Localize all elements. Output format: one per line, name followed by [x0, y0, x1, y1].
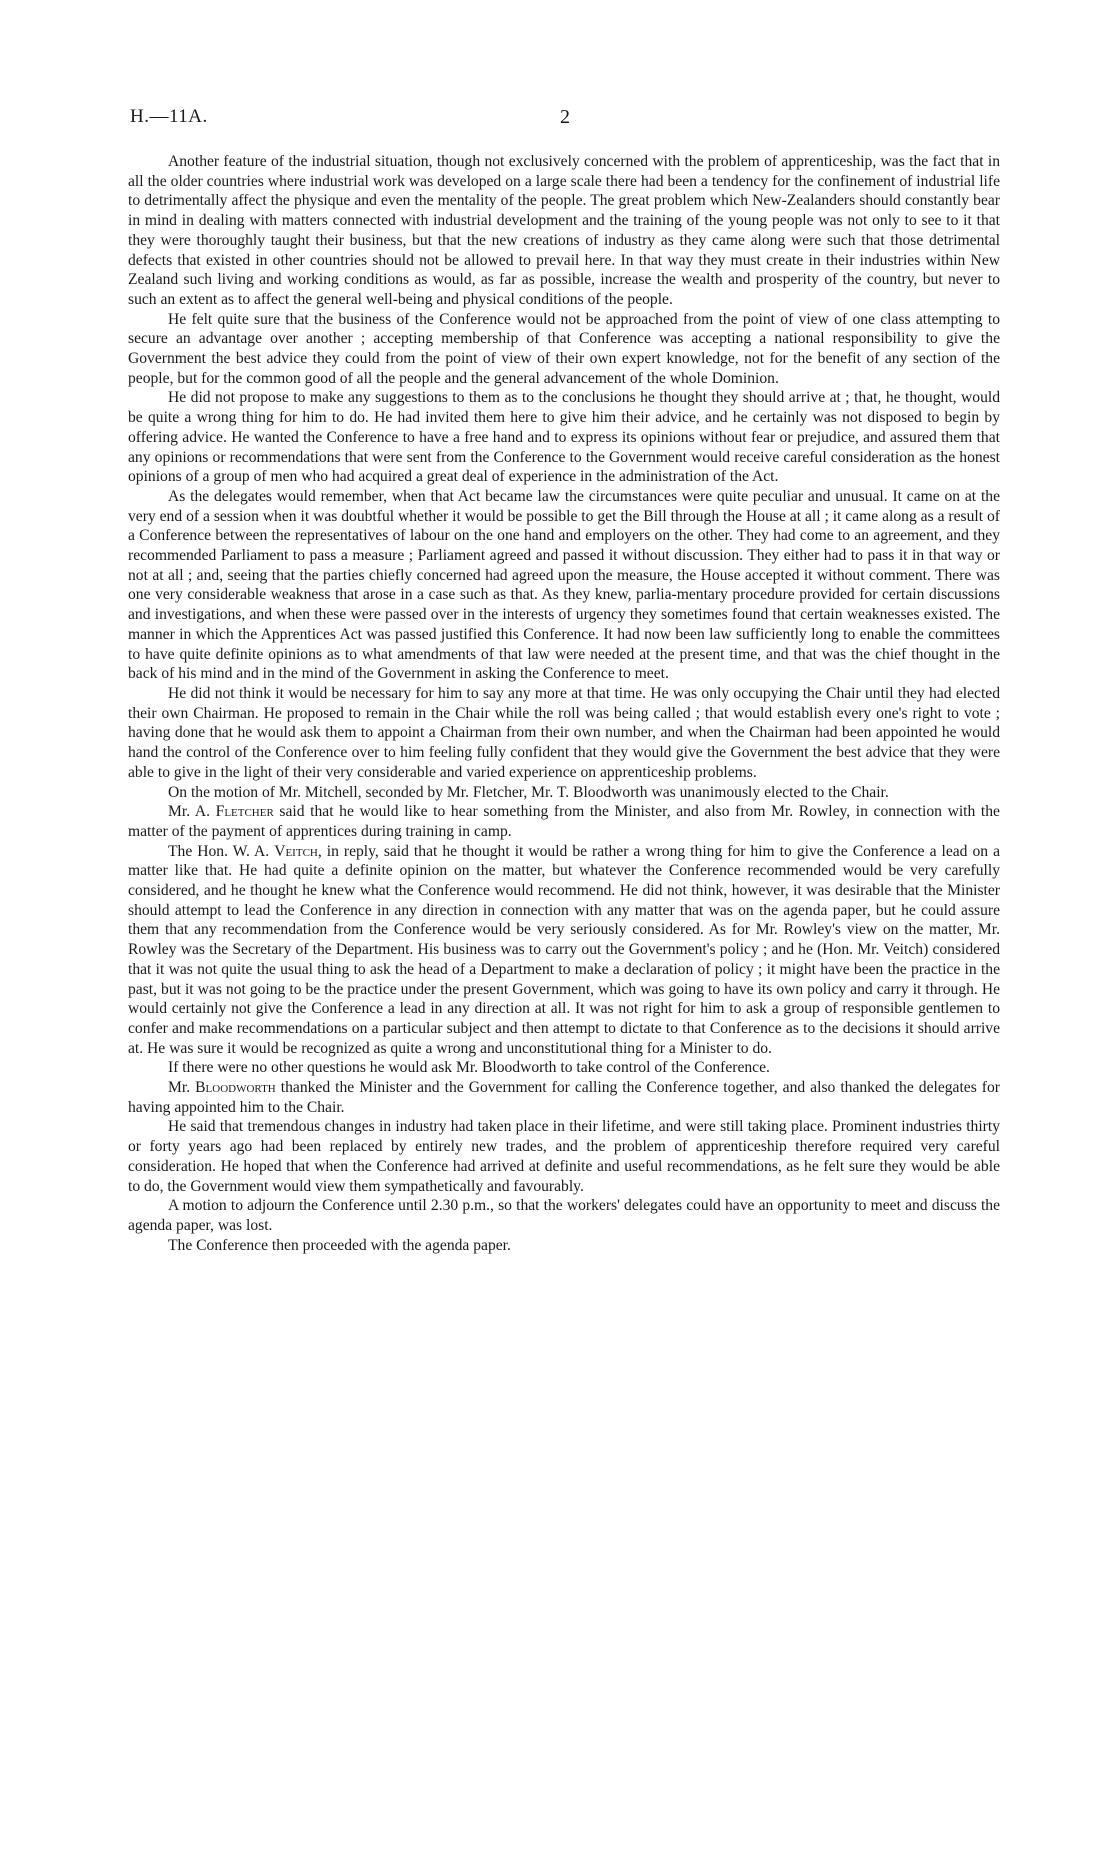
- paragraph-no-suggestions: He did not propose to make any suggestions to them as to the conclusions he thought they should arrive at ; that, he thought, would be quite a wrong thing for him to do. He had invited them here to give him their advice, and he certainly was not disposed to begin by offering advice. He wanted the Conference to have a free hand and to express its opinions without fear or prejudice, and assured them that any opinions or recommendations that were sent from the Conference to the Government would receive careful consideration as the honest opinions of a group of men who had acquired a great deal of experience in the administration of the Act.: [128, 389, 1000, 486]
- paragraph-industrial-situation: Another feature of the industrial situation, though not exclusively concerned with the problem of apprenticeship, was the fact that in all the older countries where industrial work was developed on a large scale there had been a tendency for the confinement of industrial life to detrimentally affect the physique and even the mentality of the people. The great problem which New-Zealanders should constantly bear in mind in dealing with matters connected with industrial development and the training of the young people was not only to see to it that they were thoroughly taught their business, but that the new creations of industry as they came along were such that those detrimental defects that existed in other countries should not be allowed to prevail here. In that way they must create in their industries within New Zealand such living and working conditions as would, as far as possible, increase the wealth and prosperity of the country, but never to such an extent as to affect the general well-being and physical conditions of the people.: [128, 153, 1000, 308]
- paragraph-adjourn-motion: A motion to adjourn the Conference until 2.30 p.m., so that the workers' delegates could have an opportunity to meet and discuss the agenda paper, was lost.: [128, 1197, 1000, 1234]
- paragraph-act-history: As the delegates would remember, when that Act became law the circumstances were quite peculiar and unusual. It came on at the very end of a session when it was doubtful whether it would be possible to get the Bill through the House at all ; it came along as a result of a Conference between the representatives of labour on the one hand and employers on the other. They had come to an agreement, and they recommended Parliament to pass a measure ; Parliament agreed and passed it without discussion. They either had to pass it in that way or not at all ; and, seeing that the parties chiefly concerned had agreed upon the measure, the House accepted it without comment. There was one very considerable weakness that arose in a case such as that. As they knew, parlia-mentary procedure provided for certain discussions and investigations, and when these were passed over in the interests of urgency they sometimes found that certain weaknesses existed. The manner in which the Apprentices Act was passed justified this Conference. It had now been law sufficiently long to enable the committees to have quite definite opinions as to what amendments of that law were needed at the present time, and that was the chief thought in the back of his mind and in the mind of the Government in asking the Conference to meet.: [128, 487, 1000, 683]
- paragraph-fletcher: [128, 802, 1000, 841]
- page-header: [130, 106, 1000, 134]
- speaker-lead: Mr.: [168, 1079, 196, 1097]
- document-reference: H.—11A.: [130, 106, 208, 127]
- paragraph-no-other-questions: If there were no other questions he would ask Mr. Bloodworth to take control of the Conference.: [168, 1059, 770, 1077]
- speaker-text: thanked the Minister and the Government for calling the Conference together, and also thanked the delegates for having appointed him to the Chair.: [128, 1079, 1000, 1116]
- speaker-text: said that he would like to hear something from the Minister, and also from Mr. Rowley, in connection with the matter of the payment of apprentices during training in camp.: [128, 803, 1000, 840]
- speaker-lead: The Hon. W. A.: [168, 842, 275, 860]
- body-text: [128, 152, 1000, 1255]
- paragraph-industry-changes: He said that tremendous changes in industry had taken place in their lifetime, and were still taking place. Prominent industries thirty or forty years ago had been replaced by entirely new trades, and the problem of apprenticeship therefore required very careful consideration. He hoped that when the Conference had arrived at definite and useful recommendations, as he felt sure they would be able to do, the Government would view them sympathetically and favourably.: [128, 1118, 1000, 1195]
- speaker-name: Bloodworth: [195, 1079, 276, 1097]
- paragraph-agenda-proceeded: The Conference then proceeded with the agenda paper.: [168, 1236, 511, 1254]
- speaker-name: Fletcher: [215, 803, 274, 821]
- page-number: 2: [560, 106, 570, 128]
- paragraph-occupying-chair: He did not think it would be necessary for him to say any more at that time. He was only occupying the Chair until they had elected their own Chairman. He proposed to remain in the Chair while the roll was being called ; that would establish every one's right to vote ; having done that he would ask them to appoint a Chairman from their own number, and when the Chairman had been appointed he would hand the control of the Conference over to him feeling fully confident that they would give the Government the best advice that they were able to give in the light of their very considerable and varied experience on apprenticeship problems.: [128, 684, 1000, 781]
- paragraph-veitch-reply: [128, 842, 1000, 1059]
- speaker-lead: Mr. A.: [168, 803, 216, 821]
- speaker-name: Veitch: [274, 842, 318, 860]
- paragraph-chair-elected: On the motion of Mr. Mitchell, seconded by Mr. Fletcher, Mr. T. Bloodworth was unanimously elected to the Chair.: [168, 783, 889, 801]
- speaker-text: , in reply, said that he thought it would be rather a wrong thing for him to give the Conference a lead on a matter like that. He had quite a definite opinion on the matter, but whatever the Conference recommended would be very carefully considered, and he thought he knew what the Conference would recommend. He did not think, however, it was desirable that the Minister should attempt to lead the Conference in any direction in connection with any matter that was on the agenda paper, but he could assure them that any recommendation from the Conference would be very seriously considered. As for Mr. Rowley's view on the matter, Mr. Rowley was the Secretary of the Department. His business was to carry out the Government's policy ; and he (Hon. Mr. Veitch) considered that it was not quite the usual thing to ask the head of a Department to make a declaration of policy ; it might have been the practice in the past, but it was not going to be the practice under the present Government, which was going to have its own policy and carry it through. He would certainly not give the Conference a lead in any direction at all. It was not right for him to ask a group of responsible gentlemen to confer and make recommendations on a particular subject and then attempt to dictate to that Conference as to the decisions it should arrive at. He was sure it would be recognized as quite a wrong and unconstitutional thing for a Minister to do.: [128, 842, 1000, 1057]
- paragraph-conference-business: He felt quite sure that the business of the Conference would not be approached from the point of view of one class attempting to secure an advantage over another ; accepting membership of that Conference was accepting a national responsibility to give the Government the best advice they could from the point of view of their own expert knowledge, not for the benefit of any section of the people, but for the common good of all the people and the general advancement of the whole Dominion.: [128, 310, 1000, 387]
- paragraph-bloodworth-thanks: [128, 1078, 1000, 1117]
